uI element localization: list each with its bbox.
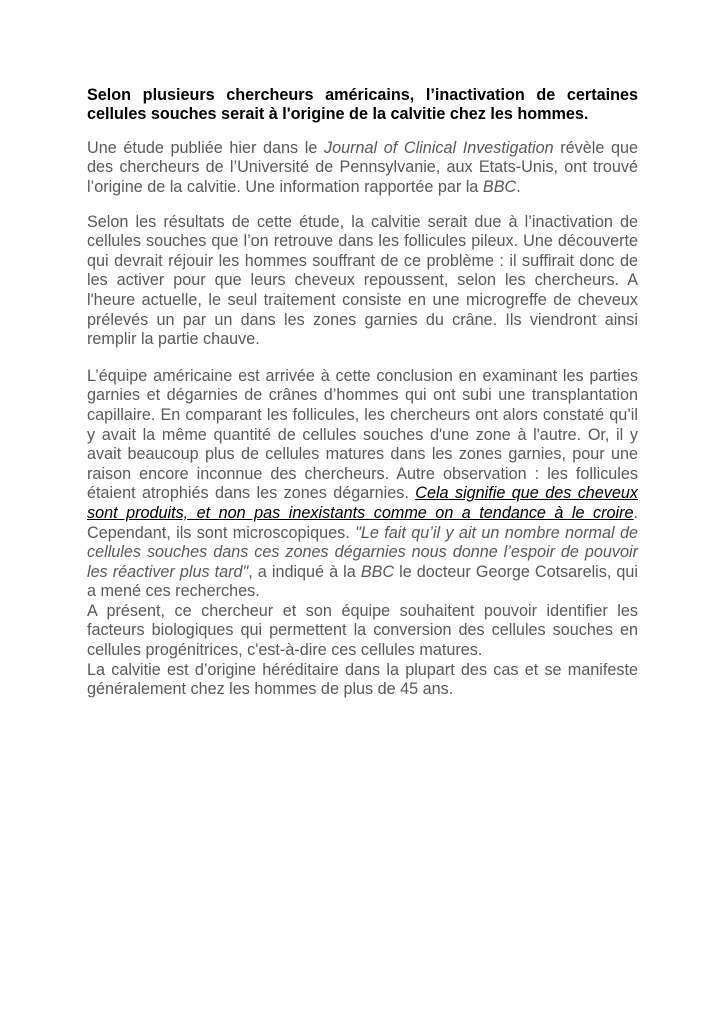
paragraph-group-findings (87, 367, 638, 700)
source-name-2: BBC (360, 562, 395, 581)
findings-text-3: , a indiqué à la (248, 562, 361, 581)
paragraph-results: Selon les résultats de cette étude, la calvitie serait due à l’inactivation de cellules souches que l’on retrouve dans les follicules pileux. Une découverte qui devrait réjouir les hommes souffrant de ce problème : il suffirait donc de les activer pour que leurs cheveux repoussent, selon les chercheurs. A l'heure actuelle, le seul traitement consiste en une microgreffe de cheveux prélevés un par un dans les zones garnies du crâne. Ils viendront ainsi remplir la partie chauve. (87, 212, 638, 349)
findings-text-2: . Cependant, ils sont microscopiques. (87, 503, 638, 542)
intro-text-after: . (516, 178, 521, 196)
researcher-quote: "Le fait qu’il y ait un nombre normal de cellules souches dans ces zones dégarnies nous donne l’espoir de pouvoir les réactiver plus tard" (87, 523, 638, 581)
intro-text-before: Une étude publiée hier dans le (87, 138, 324, 157)
emphasis-statement: Cela signifie que des cheveux sont produits, et non pas inexistants comme on a tendance à le croire (87, 484, 638, 522)
paragraph-intro (87, 139, 638, 198)
findings-text-4: le docteur George Cotsarelis, qui a mené ces recherches. (87, 562, 639, 601)
headline: Selon plusieurs chercheurs américains, l’inactivation de certaines cellules souches serait à l'origine de la calvitie chez les hommes. (87, 86, 638, 124)
paragraph-findings (87, 367, 638, 602)
intro-text-middle: révèle que des chercheurs de l’Université de Pennsylvanie, aux Etats-Unis, ont trouvé l’origine de la calvitie. Une information rapportée par la (87, 138, 639, 196)
paragraph-next-steps: A présent, ce chercheur et son équipe souhaitent pouvoir identifier les facteurs biologiques qui permettent la conversion des cellules souches en cellules progénitrices, c'est-à-dire ces cellules matures. (87, 601, 638, 660)
journal-name: Journal of Clinical Investigation (324, 138, 554, 157)
paragraph-heredity: La calvitie est d’origine héréditaire dans la plupart des cas et se manifeste généralement chez les hommes de plus de 45 ans. (87, 660, 638, 699)
source-name: BBC (482, 178, 517, 196)
findings-text-1: L’équipe américaine est arrivée à cette conclusion en examinant les parties garnies et dégarnies de crânes d’hommes qui ont subi une transplantation capillaire. En comparant les follicules, les chercheurs ont alors constaté qu’il y avait la même quantité de cellules souches d'une zone à l'autre. Or, il y avait beaucoup plus de cellules matures dans les zones garnies, pour une raison encore inconnue des chercheurs. Autre observation : les follicules étaient atrophiés dans les zones dégarnies. (87, 366, 638, 503)
article (87, 86, 638, 700)
